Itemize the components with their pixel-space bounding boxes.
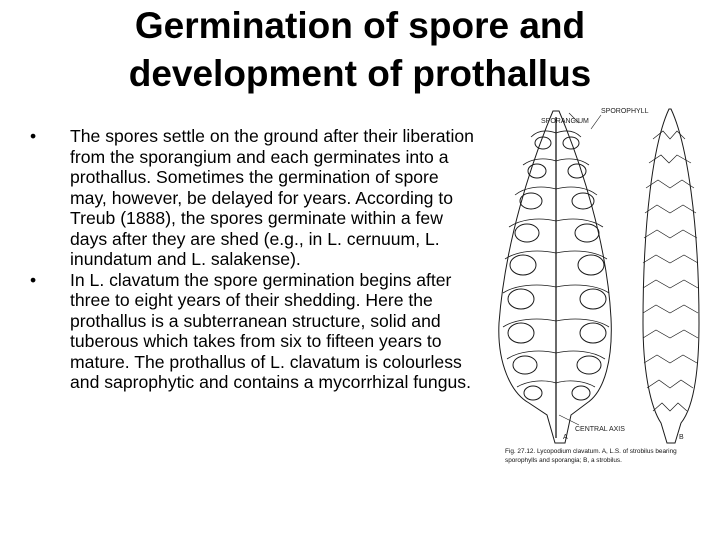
strobilus-section-a	[499, 111, 611, 443]
strobilus-view-b	[643, 109, 699, 443]
slide-title	[40, 2, 680, 98]
label-sporangium: SPORANGIUM	[541, 118, 589, 125]
bullet-item	[30, 270, 480, 393]
bullet-item	[30, 126, 480, 270]
label-a: A	[563, 434, 568, 441]
bullet-marker: •	[30, 269, 37, 290]
bullet-list	[30, 126, 480, 393]
bullet-text: In L. clavatum the spore germination begins after three to eight years of their shedding. Here the prothallus is a subterranean structure, solid and tuberous which takes from six to fifteen years to mature. The prothallus of L. clavatum is colourless and saprophytic and contains a mycorrhizal fungus.	[70, 269, 471, 392]
figure-caption-line-1: Fig. 27.12. Lycopodium clavatum. A, L.S. of strobilus bearing	[505, 448, 677, 455]
title-line-1: Germination of spore and	[134, 5, 586, 46]
sporangia	[508, 137, 606, 400]
title-line-2: development of prothallus	[128, 53, 592, 94]
label-central-axis: CENTRAL AXIS	[575, 426, 625, 433]
label-sporophyll: SPOROPHYLL	[601, 108, 649, 115]
figure-caption-line-2: sporophylls and sporangia; B, a strobilus.	[505, 457, 622, 464]
label-b: B	[679, 434, 684, 441]
strobilus-illustration	[483, 103, 715, 471]
strobilus-figure	[483, 103, 715, 471]
bullet-marker: •	[30, 126, 37, 146]
bullet-text: The spores settle on the ground after their liberation from the sporangium and each germinates into a prothallus. Sometimes the germination of spore may, however, be delayed for years. According to Treub (1888), the spores germinate within a few days after they are shed (e.g., in L. cernuum, L. inundatum and L. salakense).	[70, 126, 474, 269]
